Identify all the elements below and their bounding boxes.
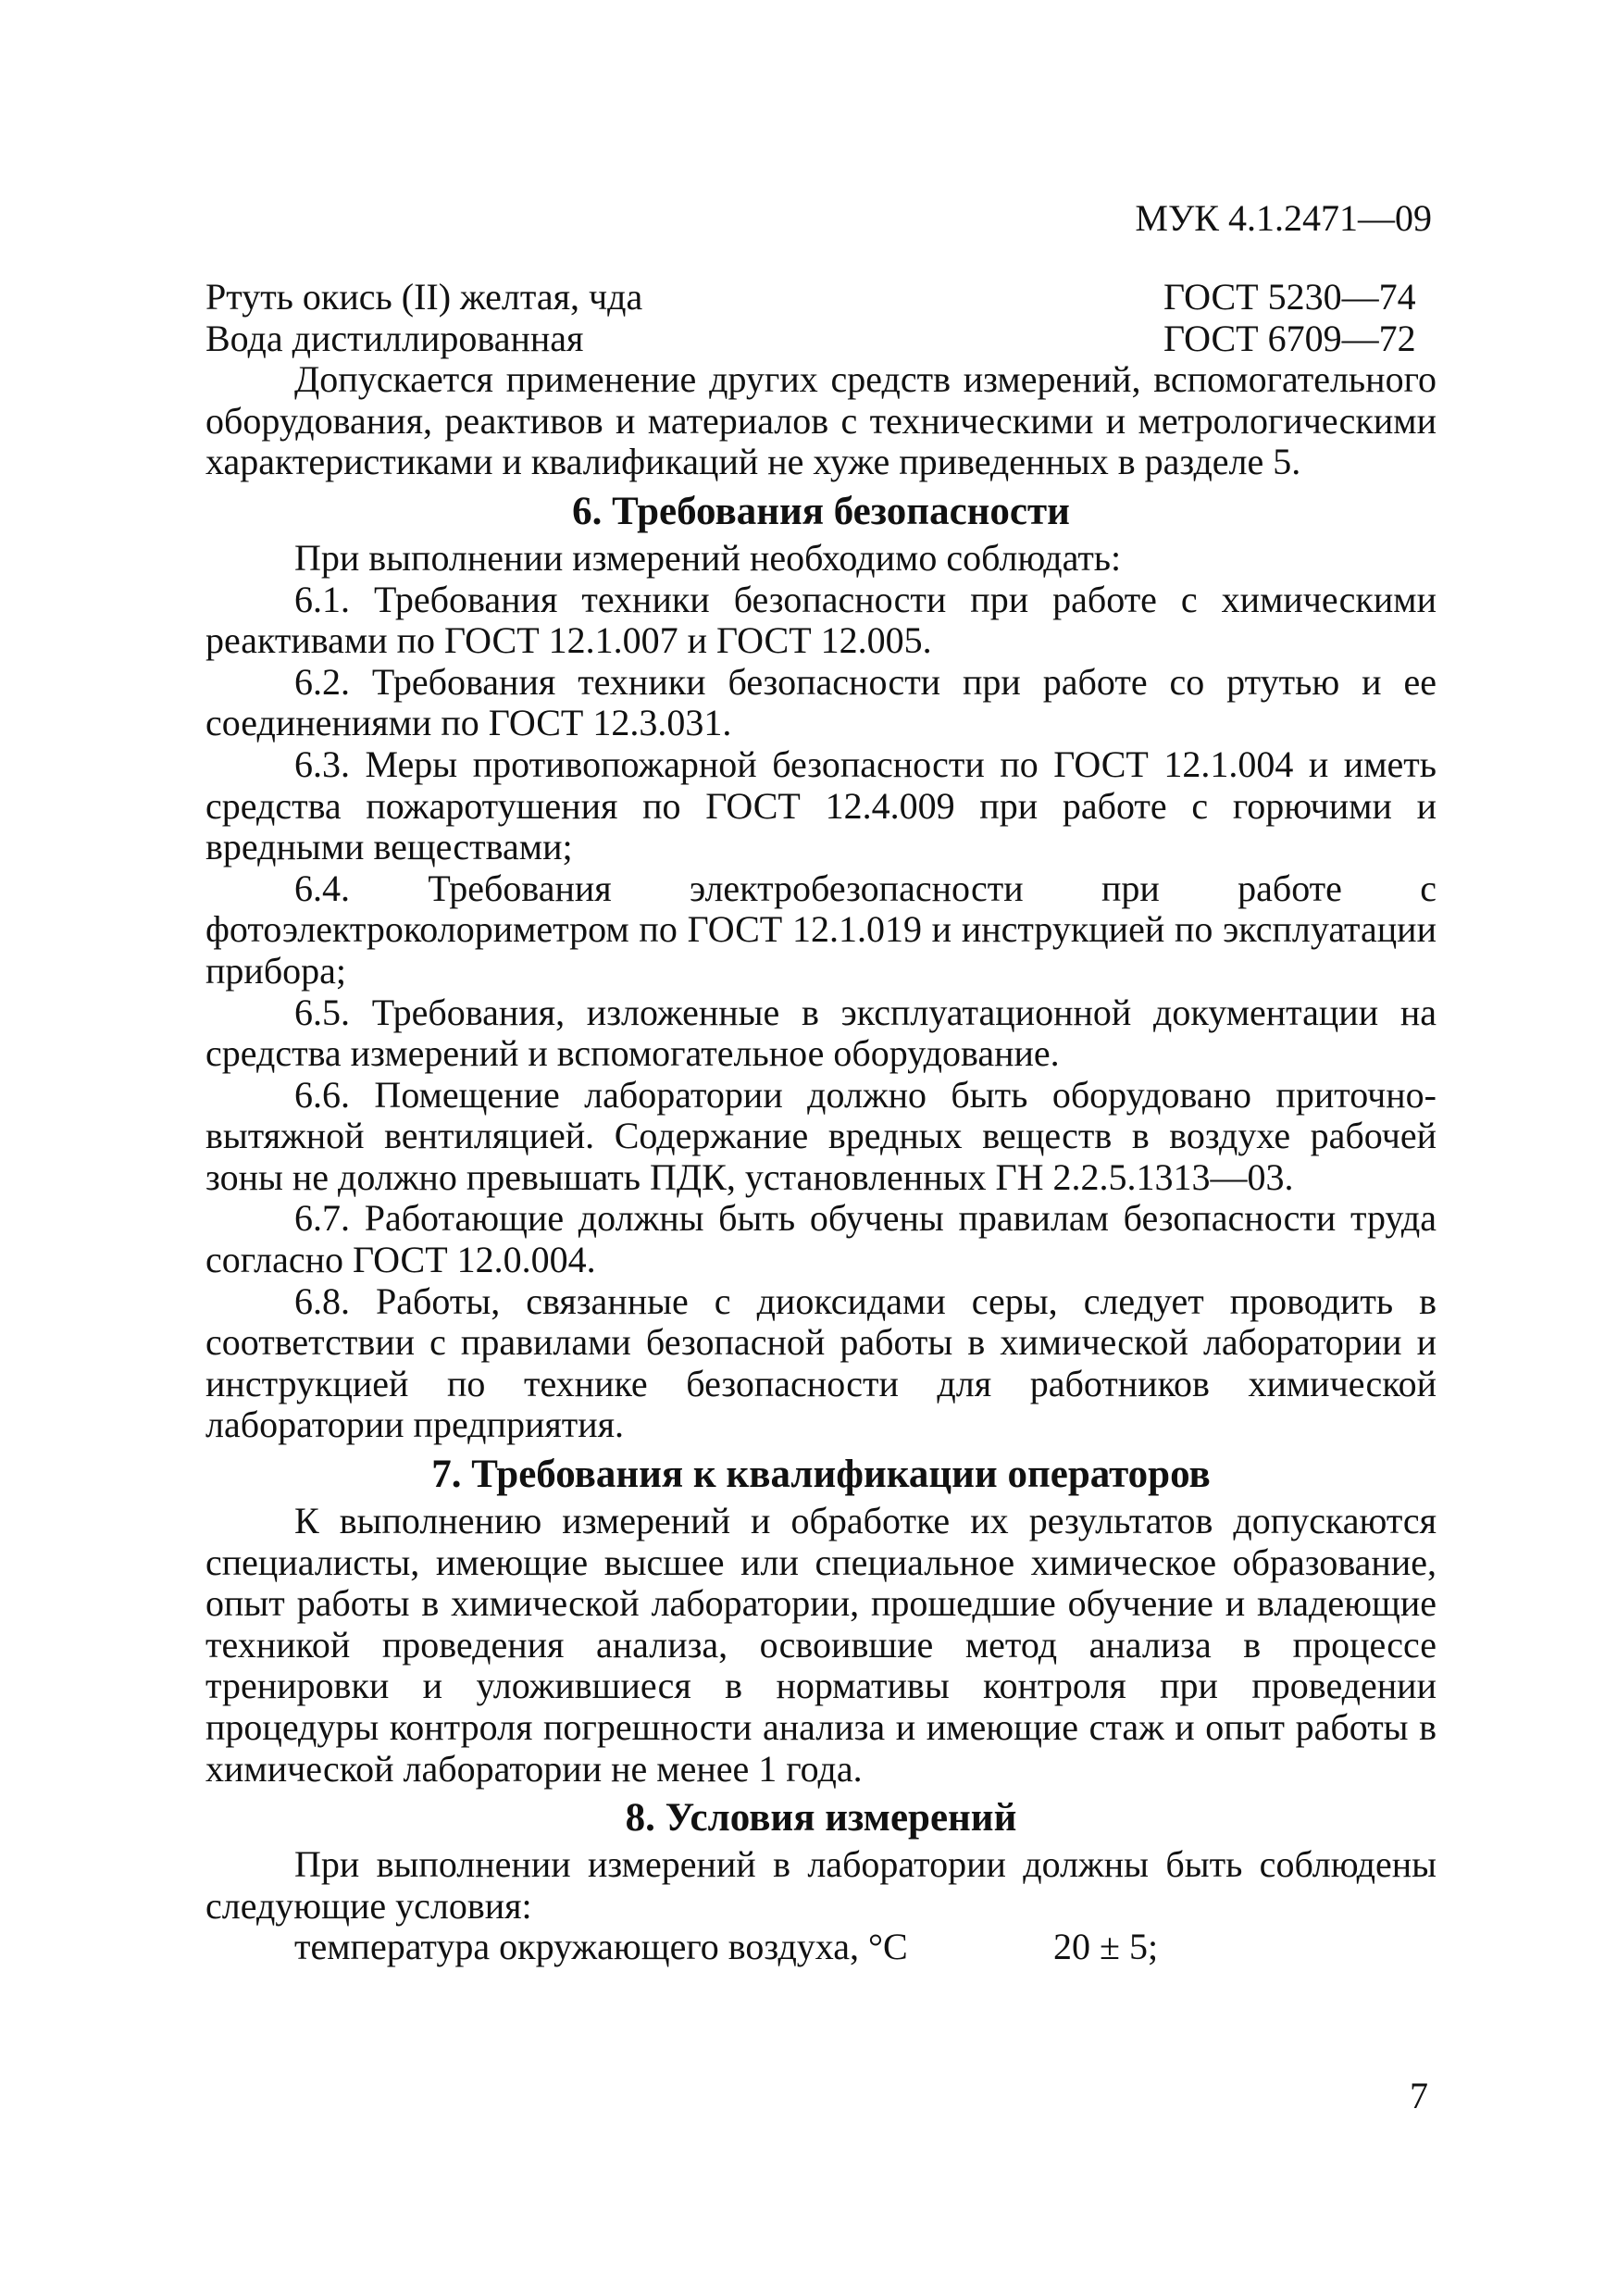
material-name: Ртуть окись (II) желтая, чда: [205, 276, 643, 318]
section-6-item: 6.2. Требования техники безопасности при работе со ртутью и ее соединениями по ГОСТ 12.3.031.: [205, 660, 1437, 744]
condition-name: температура окружающего воздуха, °С: [294, 1926, 908, 1968]
section-6-item: 6.7. Работающие должны быть обучены правилам безопасности труда согласно ГОСТ 12.0.004.: [205, 1197, 1437, 1281]
section-8-title: 8. Условия измерений: [625, 1796, 1017, 1841]
page-content: [205, 277, 1437, 1968]
intro-paragraph: Допускается применение других средств измерений, вспомогательного оборудования, реактивов и материалов с техническими и метрологическими характеристиками и квалификаций не хуже приведенных в разделе 5.: [205, 358, 1437, 483]
page-number: 7: [1410, 2075, 1428, 2116]
section-6-item: 6.5. Требования, изложенные в эксплуатационной документации на средства измерений и вспомогательное оборудование.: [205, 991, 1437, 1075]
material-row: [205, 318, 1437, 360]
section-7-title: 7. Требования к квалификации операторов: [431, 1453, 1211, 1497]
section-6-item: 6.8. Работы, связанные с диоксидами серы, следует проводить в соответствии с правилами безопасной работы в химической лаборатории и инструкцией по технике безопасности для работников химической лаборатории предприятия.: [205, 1279, 1437, 1446]
material-standard: ГОСТ 6709—72: [1163, 317, 1416, 359]
section-6-item: 6.1. Требования техники безопасности при работе с химическими реактивами по ГОСТ 12.1.007 и ГОСТ 12.005.: [205, 578, 1437, 662]
material-name: Вода дистиллированная: [205, 317, 584, 359]
section-6-item: 6.4. Требования электробезопасности при работе с фотоэлектроколориметром по ГОСТ 12.1.019 и инструкцией по эксплуатации прибора;: [205, 867, 1437, 992]
section-6-item: 6.3. Меры противопожарной безопасности по ГОСТ 12.1.004 и иметь средства пожаротушения по ГОСТ 12.4.009 при работе с горючими и вредными веществами;: [205, 742, 1437, 868]
section-7-text: К выполнению измерений и обработке их результатов допускаются специалисты, имеющие высшее или специальное химическое образование, опыт работы в химической лаборатории, прошедшие обучение и владеющие техникой проведения анализа, освоившие метод анализа в процессе тренировки и уложившиеся в нормативы контроля при проведении процедуры контроля погрешности анализа и имеющие стаж и опыт работы в химической лаборатории не менее 1 года.: [205, 1500, 1437, 1790]
condition-row: [205, 1927, 1437, 1968]
section-6-item: 6.6. Помещение лаборатории должно быть оборудовано приточно-вытяжной вентиляцией. Содержание вредных веществ в воздухе рабочей зоны не должно превышать ПДК, установленных ГН 2.2.5.1313—03.: [205, 1073, 1437, 1198]
condition-value: 20 ± 5;: [1053, 1926, 1159, 1968]
section-6-lead: При выполнении измерений необходимо соблюдать:: [294, 536, 1122, 579]
section-6-title: 6. Требования безопасности: [572, 489, 1070, 533]
document-code: МУК 4.1.2471—09: [1135, 197, 1432, 239]
material-row: [205, 277, 1437, 318]
material-standard: ГОСТ 5230—74: [1163, 276, 1416, 318]
section-8-lead: При выполнении измерений в лаборатории должны быть соблюдены следующие условия:: [205, 1843, 1437, 1927]
